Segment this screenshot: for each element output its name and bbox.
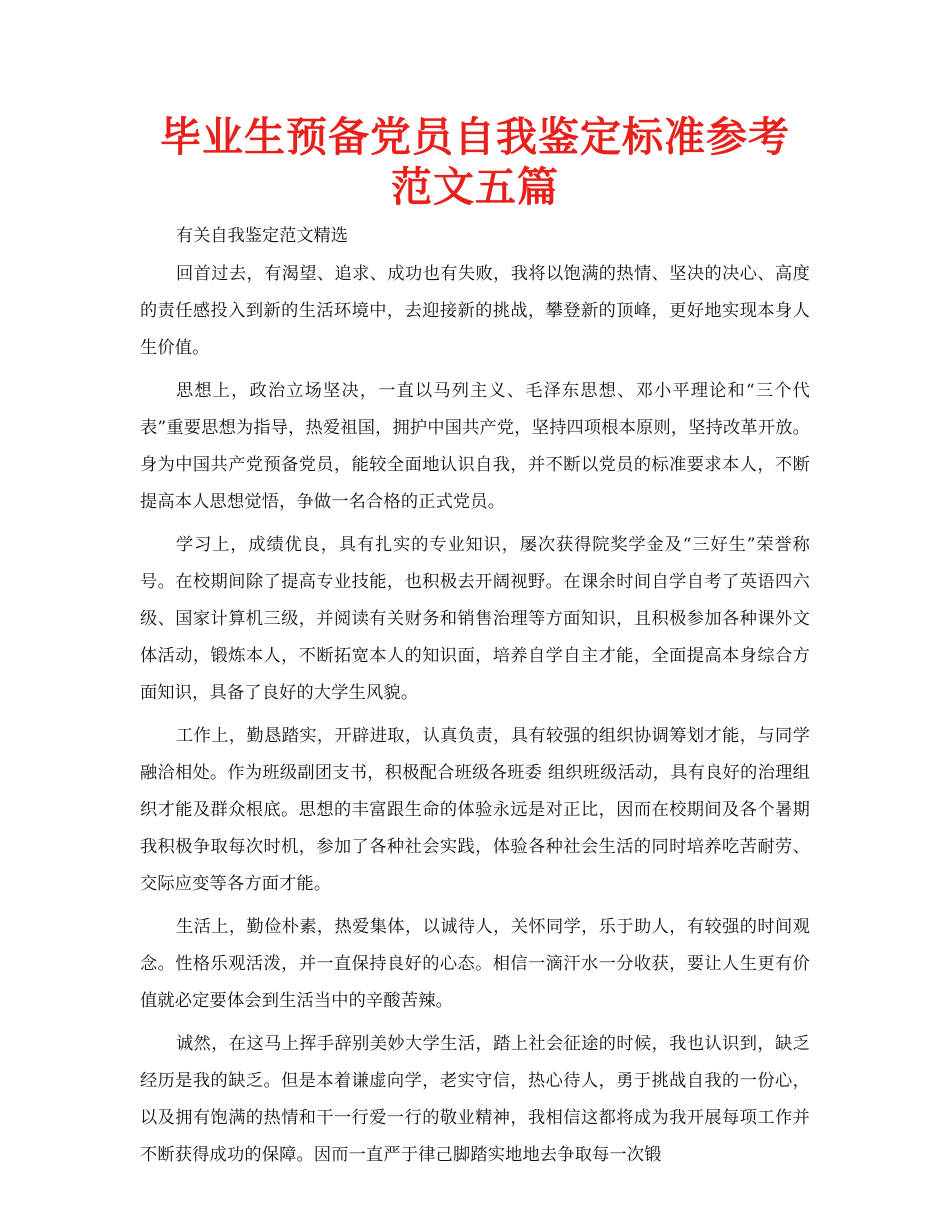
document-title: 毕业生预备党员自我鉴定标准参考范文五篇 (160, 113, 790, 211)
paragraph-4: 工作上，勤恳踏实，开辟进取，认真负责，具有较强的组织协调筹划才能，与同学融洽相处。作为班级副团支书，积极配合班级各班委 组织班级活动，具有良好的治理组织才能及群众根底。思想的丰富跟生命的体验永远是对正比，因而在校期间及各个暑期我积极争取每次时机，参加了各种社会实践，体验各种社会生活的同时培养吃苦耐劳、交际应变等各方面才能。 (140, 726, 810, 894)
paragraph-3: 学习上，成绩优良，具有扎实的专业知识，屡次获得院奖学金及“三好生”荣誉称号。在校期间除了提高专业技能，也积极去开阔视野。在课余时间自学自考了英语四六级、国家计算机三级，并阅读有关财务和销售治理等方面知识，且积极参加各种课外文体活动，锻炼本人，不断拓宽本人的知识面，培养自学自主才能，全面提高本身综合方面知识，具备了良好的大学生风貌。 (140, 535, 810, 703)
paragraph-6: 诚然，在这马上挥手辞别美妙大学生活，踏上社会征途的时候，我也认识到，缺乏经历是我的缺乏。但是本着谦虚向学，老实守信，热心待人，勇于挑战自我的一份心，以及拥有饱满的热情和干一行爱一行的敬业精神，我相信这都将成为我开展每项工作并不断获得成功的保障。因而一直严于律己脚踏实地地去争取每一次锻 (140, 1034, 810, 1165)
paragraph-1: 回首过去，有渴望、追求、成功也有失败，我将以饱满的热情、坚决的决心、高度的责任感投入到新的生活环境中，去迎接新的挑战，攀登新的顶峰，更好地实现本身人生价值。 (140, 264, 810, 358)
document-subtitle: 有关自我鉴定范文精选 (176, 226, 348, 246)
paragraph-5: 生活上，勤俭朴素，热爱集体，以诚待人，关怀同学，乐于助人，有较强的时间观念。性格乐观活泼，并一直保持良好的心态。相信一滴汗水一分收获，要让人生更有价值就必定要体会到生活当中的辛酸苦辣。 (140, 917, 810, 1011)
paragraph-2: 思想上，政治立场坚决，一直以马列主义、毛泽东思想、邓小平理论和“三个代表”重要思想为指导，热爱祖国，拥护中国共产党，坚持四项根本原则，坚持改革开放。身为中国共产党预备党员，能较全面地认识自我，并不断以党员的标准要求本人，不断提高本人思想觉悟，争做一名合格的正式党员。 (140, 381, 810, 512)
